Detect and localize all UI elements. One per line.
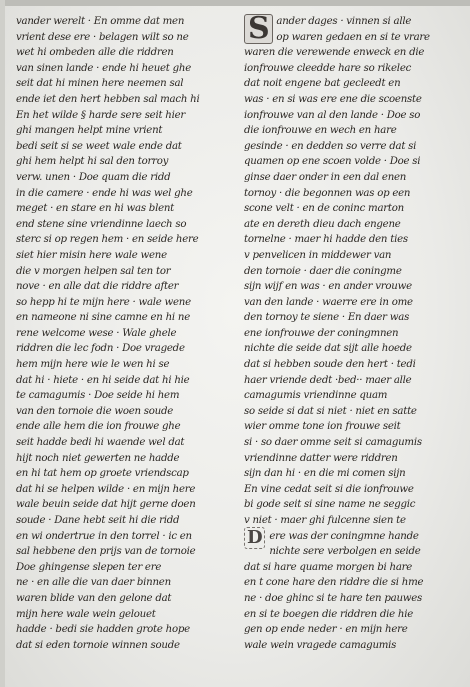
text-line: dat hi · hiete · en hi seide dat hi hie	[16, 374, 190, 386]
text-line: dat si hebben soude den hert · tedi	[244, 359, 416, 371]
text-line: van den tornoie die woen soude	[16, 405, 173, 417]
text-line: ghi mangen helpt mine vrient	[16, 125, 163, 137]
text-line: hadde · bedi sie hadden grote hope	[16, 624, 190, 636]
text-line: en si te boegen die riddren die hie	[244, 608, 414, 620]
text-line: waren blide van den gelone dat	[16, 592, 172, 604]
text-line: sterc si op regen hem · en seide here	[16, 234, 199, 246]
text-line: en t cone hare den riddre die si hme	[244, 577, 424, 589]
text-line: en hi tat hem op groete vriendscap	[16, 468, 189, 480]
text-line: hijt noch niet gewerten ne hadde	[16, 452, 180, 464]
text-line: ne · doe ghinc si te hare ten pauwes	[244, 592, 422, 604]
text-line: ende iet den hert hebben sal mach hi	[16, 93, 200, 105]
text-line: so seide si dat si niet · niet en satte	[244, 405, 417, 417]
text-line: bedi seit si se weet wale ende dat	[16, 140, 182, 152]
text-line: rene welcome wese · Wale ghele	[16, 327, 177, 339]
text-line: sal hebbene den prijs van de tornoie	[16, 546, 196, 558]
text-line: nichte sere verbolgen en seide	[269, 546, 421, 558]
text-line: verw. unen · Doe quam die ridd	[16, 171, 171, 183]
text-line: wier omme tone ion frouwe seit	[244, 421, 401, 433]
text-line: die v morgen helpen sal ten tor	[16, 265, 171, 277]
text-line: soude · Dane hebt seit hi die ridd	[16, 515, 180, 526]
text-line: vrient dese ere · belagen wilt so ne	[16, 31, 189, 43]
text-line: seit dat hi minen here neemen sal	[16, 78, 184, 90]
text-line: nove · en alle dat die riddre after	[16, 281, 179, 293]
text-line: En het wilde § harde sere seit hier	[16, 109, 186, 121]
text-line: tornoy · die begonnen was op een	[244, 187, 411, 199]
text-line: gen op ende neder · en mijn here	[244, 624, 408, 636]
text-line: en wi ondertrue in den torrel · ic en	[16, 530, 192, 542]
decorated-initial-lower: D	[244, 527, 265, 549]
text-line: scone velt · en de coninc marton	[244, 203, 404, 215]
text-line-content: ander dages · vinnen si alle	[276, 16, 412, 27]
text-line: v niet · maer ghi fulcenne sien te	[244, 515, 406, 526]
text-line: te camagumis · Doe seide hi hem	[16, 390, 180, 402]
text-line: van den lande · waerre ere in ome	[244, 296, 413, 308]
text-line: D ere was der coningmne hande	[244, 529, 444, 545]
text-line: ghi hem helpt hi sal den torroy	[16, 156, 169, 168]
text-line: sijn wijf en was · en ander vrouwe	[244, 281, 412, 293]
text-line: vriendinne datter were riddren	[244, 452, 398, 464]
text-line: bi gode seit si sine name ne seggic	[244, 499, 416, 511]
text-line: dat hi se helpen wilde · en mijn here	[16, 483, 196, 495]
text-line: end stene sine vriendinne laech so	[16, 218, 187, 230]
text-line: vander werelt · En omme dat men	[16, 16, 185, 27]
text-line: op waren gedaen en si te vrare	[276, 31, 430, 43]
text-line: ionfrouwe cleedde hare so rikelec	[244, 62, 412, 74]
text-line: gesinde · en dedden so verre dat si	[244, 140, 417, 152]
text-line: sijn dan hi · en die mi comen sijn	[244, 468, 406, 480]
text-line: ne · en alle die van daer binnen	[16, 577, 171, 589]
text-line: hem mijn here wie le wen hi se	[16, 359, 170, 371]
text-line: so hepp hi te mijn here · wale wene	[16, 296, 191, 308]
text-line: wale wein vragede camagumis	[244, 639, 397, 651]
text-line: ende alle hem die ion frouwe ghe	[16, 421, 181, 433]
text-line: in die camere · ende hi was wel ghe	[16, 187, 193, 199]
text-line: ionfrouwe van al den lande · Doe so	[244, 109, 421, 121]
text-line: den tornoie · daer die coningme	[244, 265, 402, 277]
text-line: wet hi ombeden alle die riddren	[16, 47, 174, 59]
text-line: si · so daer omme seit si camagumis	[244, 437, 422, 449]
text-line: camagumis vriendinne quam	[244, 390, 388, 402]
text-line: riddren die lec fodn · Doe vragede	[16, 343, 185, 355]
text-line: mijn here wale wein gelouet	[16, 608, 156, 620]
text-line: dat si eden tornoie winnen soude	[16, 639, 180, 651]
text-line: ate en dereth dieu dach engene	[244, 218, 401, 230]
text-line: haer vriende dedt ·bed·· maer alle	[244, 374, 412, 386]
text-line: waren die verewende enweck en die	[244, 47, 425, 59]
text-line: was · en si was ere ene die scoenste	[244, 93, 422, 105]
text-line: siet hier misin here wale wene	[16, 249, 167, 261]
text-line: meget · en stare en hi was blent	[16, 203, 175, 215]
text-line: quamen op ene scoen volde · Doe si	[244, 156, 421, 168]
text-line: den tornoy te siene · En daer was	[244, 312, 410, 324]
text-line: ene ionfrouwe der coningmnen	[244, 327, 399, 339]
page-edge-left	[0, 0, 5, 687]
text-line: nichte die seide dat sijt alle hoede	[244, 343, 412, 355]
text-line: seit hadde bedi hi waende wel dat	[16, 437, 185, 449]
text-line: wale beuin seide dat hijt gerne doen	[16, 499, 196, 511]
text-line: tornelne · maer hi hadde den ties	[244, 234, 408, 246]
text-line: En vine cedat seit si die ionfrouwe	[244, 483, 414, 495]
right-text-column	[244, 11, 444, 653]
left-text-column	[16, 14, 216, 653]
text-line: van sinen lande · ende hi heuet ghe	[16, 62, 191, 74]
text-line: dat noit engene bat gecleedt en	[244, 78, 401, 90]
text-line: v penvelicen in middewer van	[244, 249, 392, 261]
text-line: en nameone ni sine camne en hi ne	[16, 312, 190, 324]
text-line: Doe ghingense slepen ter ere	[16, 561, 162, 573]
text-line: die ionfrouwe en wech en hare	[244, 125, 397, 137]
decorated-initial: S	[244, 14, 273, 44]
page-edge-top	[0, 0, 470, 6]
text-line: dat si hare quame morgen bi hare	[244, 561, 413, 573]
text-line: ginse daer onder in een dal enen	[244, 171, 407, 183]
